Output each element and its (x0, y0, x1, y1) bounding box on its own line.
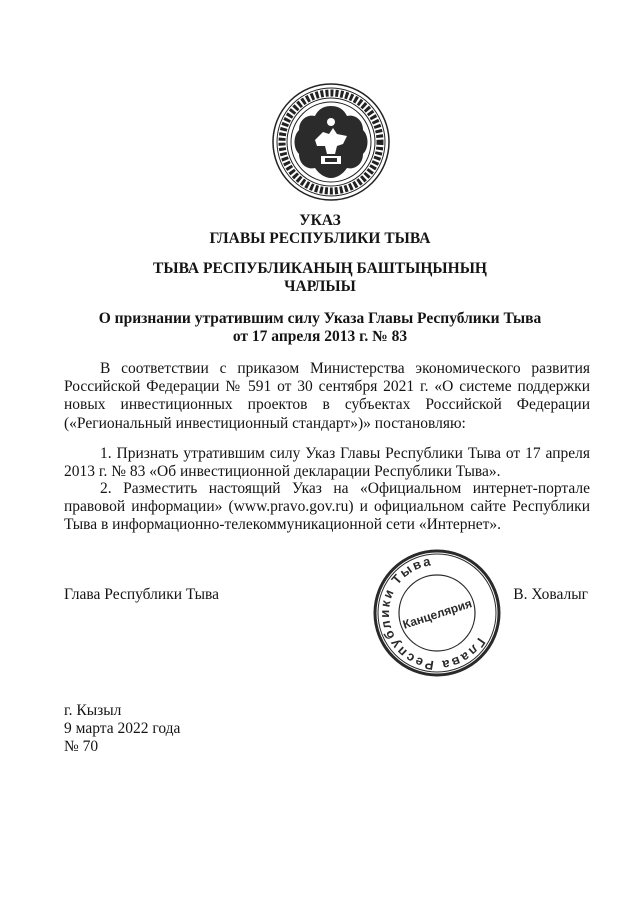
heading-line-head: ГЛАВЫ РЕСПУБЛИКИ ТЫВА (209, 230, 431, 247)
footer-city: г. Кызыл (64, 702, 122, 719)
decree-item-2 (64, 480, 590, 535)
decree-heading (0, 212, 640, 248)
heading-tuvan-line2: ЧАРЛЫЫ (284, 278, 356, 295)
heading-line-decree: УКАЗ (299, 212, 341, 229)
footer-number: № 70 (64, 738, 99, 756)
preamble-line: новых инвестиционных проектов в субъектах Российской Федерации (64, 396, 590, 414)
signature-position: Глава Республики Тыва (64, 586, 220, 603)
decree-item-1 (64, 445, 590, 481)
item1-line: 1. Признать утратившим силу Указ Главы Республики Тыва от 17 апреля (100, 445, 590, 462)
title-line1: О признании утратившим силу Указа Главы Республики Тыва (98, 310, 542, 327)
preamble-line: («Региональный инвестиционный стандарт»)» постановляю: (64, 414, 466, 432)
footer-date: 9 марта 2022 года (64, 720, 181, 738)
preamble-paragraph (64, 360, 590, 433)
official-stamp-icon (372, 548, 502, 678)
item1-line: 2013 г. № 83 «Об инвестиционной декларации Республики Тыва». (64, 463, 501, 481)
decree-heading-tuvan (0, 260, 640, 296)
preamble-line: Российской Федерации № 591 от 30 сентября 2021 г. «О системе поддержки (64, 378, 590, 396)
item2-line: Тыва в информационно-телекоммуникационной сети «Интернет». (64, 516, 502, 534)
title-line2: от 17 апреля 2013 г. № 83 (232, 328, 408, 345)
preamble-line: В соответствии с приказом Министерства экономического развития (100, 360, 590, 377)
stamp-outer-text: Глава Республики Тыва (376, 553, 489, 674)
decree-title (0, 310, 640, 346)
item2-line: 2. Разместить настоящий Указ на «Официальном интернет-портале (100, 480, 590, 497)
signature-name: В. Ховалыг (513, 586, 588, 603)
item2-line: правовой информации» (www.pravo.gov.ru) и официальном сайте Республики (64, 498, 590, 516)
decree-footer (64, 702, 180, 757)
stamp-inner-text: Канцелярия (401, 596, 474, 632)
heading-tuvan-line1: ТЫВА РЕСПУБЛИКАНЫҢ БАШТЫҢЫНЫҢ (153, 260, 487, 277)
tuva-emblem-icon (271, 82, 391, 202)
